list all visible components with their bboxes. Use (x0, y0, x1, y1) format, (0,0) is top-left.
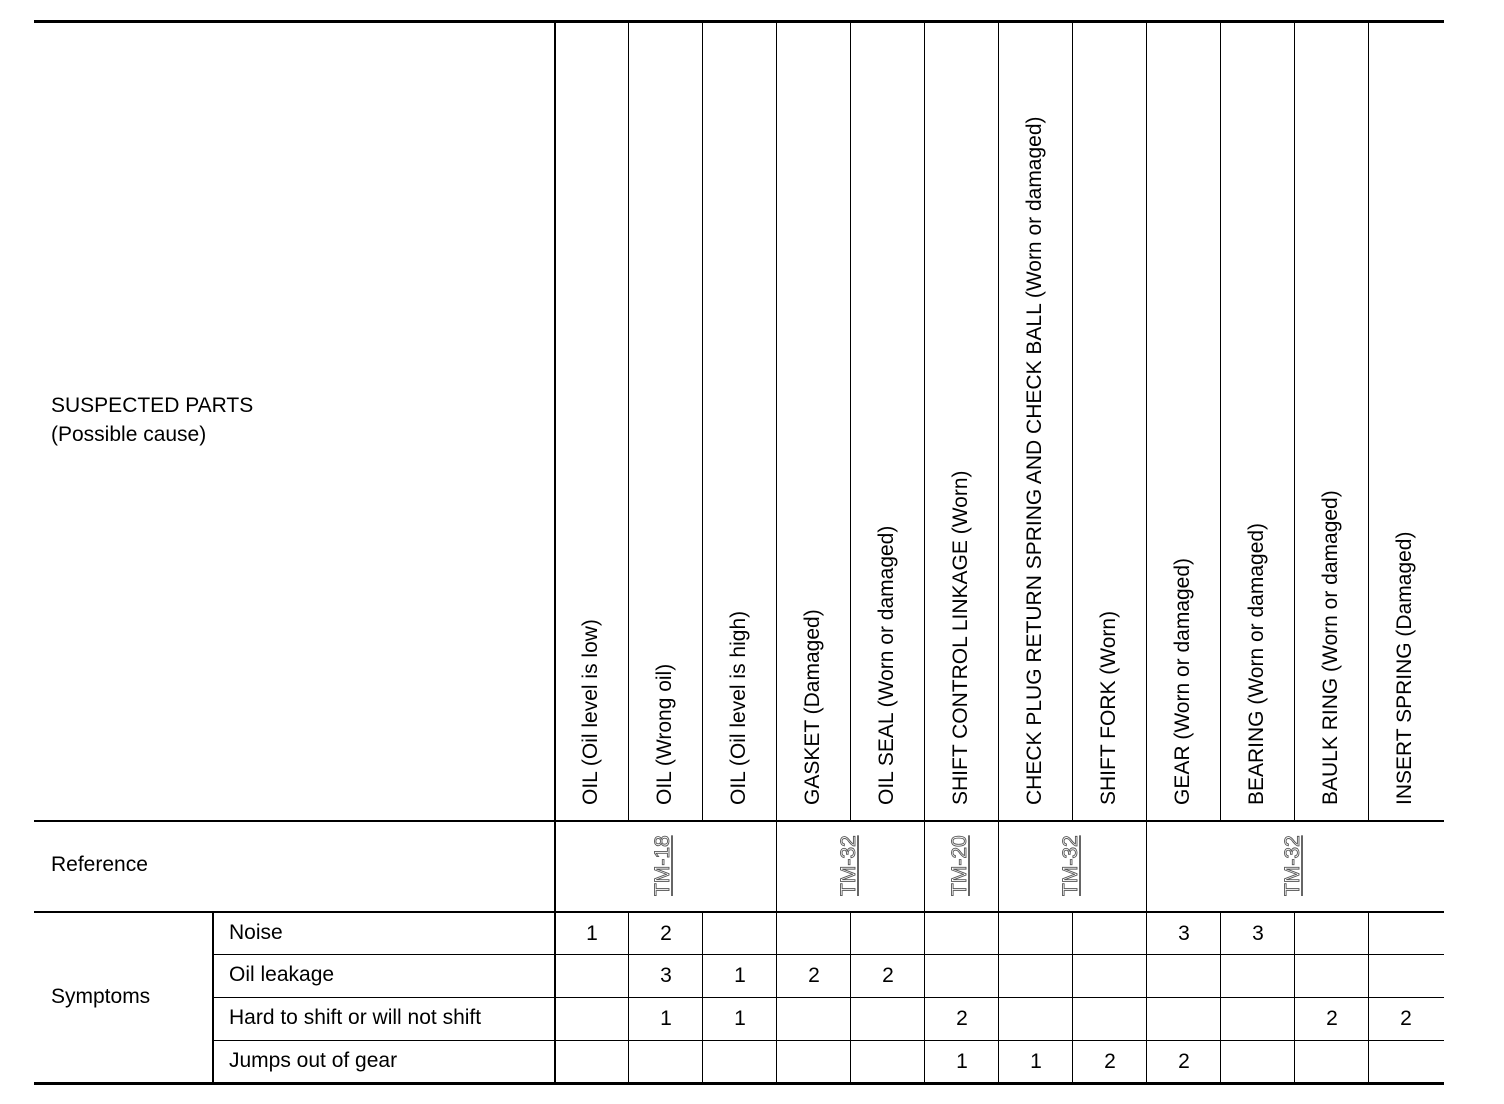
priority-value: 2 (660, 922, 672, 945)
parts-column-divider (554, 22, 556, 1084)
symptoms-column-divider (212, 912, 214, 1084)
priority-value: 2 (808, 964, 820, 987)
priority-value: 2 (1104, 1050, 1116, 1073)
part-header: SHIFT FORK (Worn) (1097, 610, 1120, 805)
part-header: OIL (Oil level is high) (727, 610, 750, 805)
column-divider (628, 22, 629, 821)
part-header: OIL (Wrong oil) (653, 663, 676, 805)
part-header: INSERT SPRING (Damaged) (1393, 531, 1416, 805)
priority-value: 1 (1030, 1050, 1042, 1073)
priority-value: 2 (1178, 1050, 1190, 1073)
column-divider (776, 22, 777, 821)
reference-link[interactable]: TM-20 (948, 835, 971, 896)
priority-value: 2 (882, 964, 894, 987)
reference-link[interactable]: TM-32 (1059, 835, 1082, 896)
column-divider (998, 912, 999, 1083)
part-header: BAULK RING (Worn or damaged) (1319, 490, 1342, 805)
symptom-name: Hard to shift or will not shift (229, 1006, 482, 1029)
column-divider (702, 22, 703, 821)
symptom-name: Noise (229, 921, 283, 944)
reference-link[interactable]: TM-18 (651, 835, 674, 896)
symptoms-label: Symptoms (51, 985, 151, 1008)
column-divider (1146, 22, 1147, 821)
suspected-parts-subtitle: (Possible cause) (51, 423, 207, 446)
part-header: GEAR (Worn or damaged) (1171, 557, 1194, 805)
priority-value: 2 (1400, 1007, 1412, 1030)
column-divider (924, 22, 925, 821)
reference-label: Reference (51, 853, 148, 876)
column-divider (1072, 22, 1073, 821)
part-header: OIL SEAL (Worn or damaged) (875, 525, 898, 805)
reference-link[interactable]: TM-32 (1281, 835, 1304, 896)
column-divider (1220, 22, 1221, 821)
row-divider (213, 954, 1444, 955)
reference-group-divider (776, 821, 777, 912)
reference-group-divider (1146, 821, 1147, 912)
priority-value: 1 (734, 1007, 746, 1030)
reference-bottom-border (34, 911, 1444, 913)
priority-value: 3 (1178, 922, 1190, 945)
column-divider (1072, 912, 1073, 1083)
priority-value: 2 (1326, 1007, 1338, 1030)
part-header: OIL (Oil level is low) (579, 619, 602, 805)
priority-value: 3 (1252, 922, 1264, 945)
priority-value: 1 (660, 1007, 672, 1030)
column-divider (1294, 912, 1295, 1083)
reference-group-divider (998, 821, 999, 912)
part-header: GASKET (Damaged) (801, 609, 824, 805)
symptom-name: Oil leakage (229, 963, 335, 986)
row-divider (213, 997, 1444, 998)
priority-value: 2 (956, 1007, 968, 1030)
symptom-name: Jumps out of gear (229, 1049, 398, 1072)
column-divider (998, 22, 999, 821)
part-header: BEARING (Worn or damaged) (1245, 522, 1268, 805)
reference-link[interactable]: TM-32 (837, 835, 860, 896)
column-divider (1294, 22, 1295, 821)
column-divider (1146, 912, 1147, 1083)
table-bottom-border (34, 1082, 1444, 1085)
priority-value: 1 (734, 964, 746, 987)
row-divider (213, 1040, 1444, 1041)
column-divider (1220, 912, 1221, 1083)
column-divider (702, 912, 703, 1083)
reference-group-divider (924, 821, 925, 912)
suspected-parts-title: SUSPECTED PARTS (51, 394, 254, 417)
priority-value: 1 (956, 1050, 968, 1073)
column-divider (850, 912, 851, 1083)
column-divider (1368, 912, 1369, 1083)
column-divider (924, 912, 925, 1083)
part-header: SHIFT CONTROL LINKAGE (Worn) (949, 470, 972, 805)
priority-value: 3 (660, 964, 672, 987)
table-top-border (34, 20, 1444, 23)
priority-value: 1 (586, 922, 598, 945)
column-divider (1368, 22, 1369, 821)
column-divider (850, 22, 851, 821)
header-bottom-border (34, 820, 1444, 822)
part-header: CHECK PLUG RETURN SPRING AND CHECK BALL (Worn or damaged) (1023, 116, 1046, 805)
column-divider (628, 912, 629, 1083)
column-divider (776, 912, 777, 1083)
